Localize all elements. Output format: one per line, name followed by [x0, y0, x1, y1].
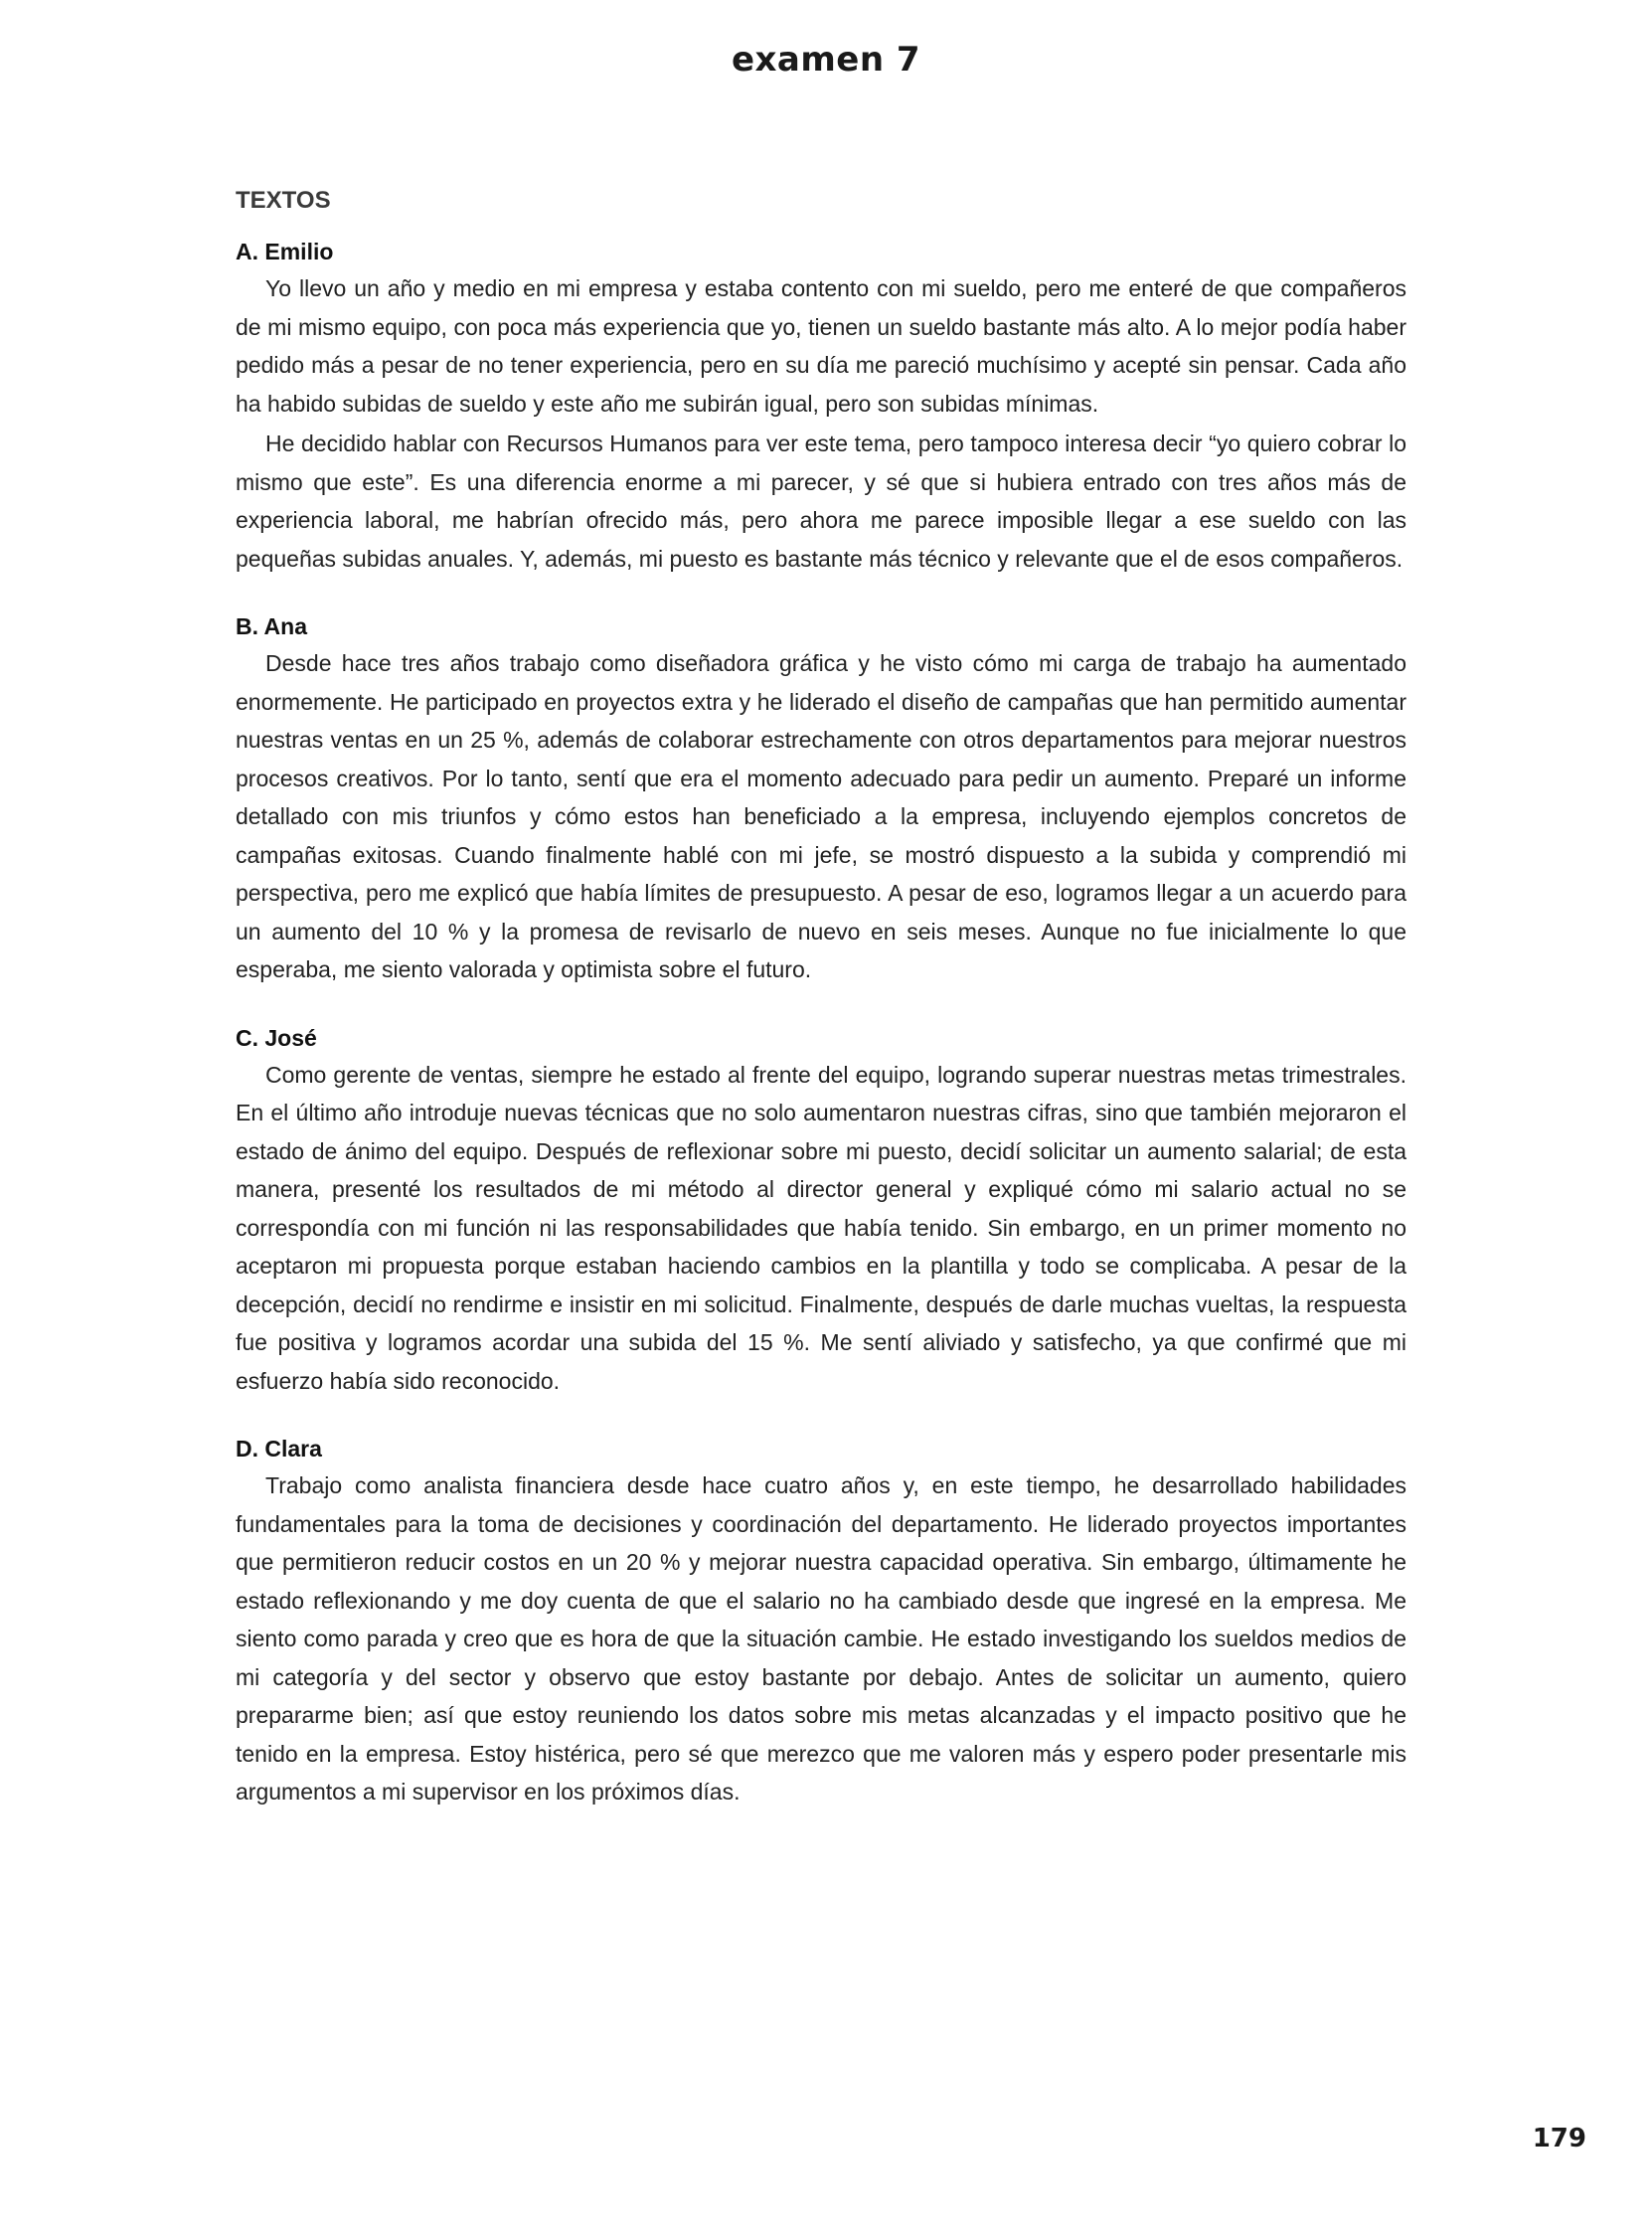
page-number: 179: [1532, 2124, 1586, 2153]
text-paragraph: Trabajo como analista financiera desde hace cuatro años y, en este tiempo, he desarrollado habilidades fundamentales para la toma de decisiones y coordinación del departamento. He liderado proyectos importantes que permitieron reducir costos en un 20 % y mejorar nuestra capacidad operativa. Sin embargo, últimamente he estado reflexionando y me doy cuenta de que el salario no ha cambiado desde que ingresé en la empresa. Me siento como parada y creo que es hora de que la situación cambie. He estado investigando los sueldos medios de mi categoría y del sector y observo que estoy bastante por debajo. Antes de solicitar un aumento, quiero prepararme bien; así que estoy reuniendo los datos sobre mis metas alcanzadas y el impacto positivo que he tenido en la empresa. Estoy histérica, pero sé que merezco que me valoren más y espero poder presentarle mis argumentos a mi supervisor en los próximos días.: [236, 1472, 1406, 1805]
main-content: [236, 187, 1406, 1847]
text-paragraph: He decidido hablar con Recursos Humanos para ver este tema, pero tampoco interesa decir “yo quiero cobrar lo mismo que este”. Es una diferencia enorme a mi parecer, y sé que si hubiera entrado con tres años más de experiencia laboral, me habrían ofrecido más, pero ahora me parece imposible llegar a ese sueldo con las pequeñas subidas anuales. Y, además, mi puesto es bastante más técnico y relevante que el de esos compañeros.: [236, 430, 1406, 572]
page-title: examen 7: [731, 40, 921, 80]
text-block-title: C. José: [236, 1024, 317, 1051]
text-paragraph: Desde hace tres años trabajo como diseñadora gráfica y he visto cómo mi carga de trabajo ha aumentado enormemente. He participado en proyectos extra y he liderado el diseño de campañas que han permitido aumentar nuestras ventas en un 25 %, además de colaborar estrechamente con otros departamentos para mejorar nuestros procesos creativos. Por lo tanto, sentí que era el momento adecuado para pedir un aumento. Preparé un informe detallado con mis triunfos y cómo estos han beneficiado a la empresa, incluyendo ejemplos concretos de campañas exitosas. Cuando finalmente hablé con mi jefe, se mostró dispuesto a la subida y comprendió mi perspectiva, pero me explicó que había límites de presupuesto. A pesar de eso, logramos llegar a un acuerdo para un aumento del 10 % y la promesa de revisarlo de nuevo en seis meses. Aunque no fue inicialmente lo que esperaba, me siento valorada y optimista sobre el futuro.: [236, 650, 1406, 982]
text-paragraph: Yo llevo un año y medio en mi empresa y estaba contento con mi sueldo, pero me enteré de que compañeros de mi mismo equipo, con poca más experiencia que yo, tienen un sueldo bastante más alto. A lo mejor podía haber pedido más a pesar de no tener experiencia, pero en su día me pareció muchísimo y acepté sin pensar. Cada año ha habido subidas de sueldo y este año me subirán igual, pero son subidas mínimas.: [236, 275, 1406, 417]
text-paragraph: Como gerente de ventas, siempre he estado al frente del equipo, logrando superar nuestras metas trimestrales. En el último año introduje nuevas técnicas que no solo aumentaron nuestras cifras, sino que también mejoraron el estado de ánimo del equipo. Después de reflexionar sobre mi puesto, decidí solicitar un aumento salarial; de esta manera, presenté los resultados de mi método al director general y expliqué cómo mi salario actual no se correspondía con mi función ni las responsabilidades que había tenido. Sin embargo, en un primer momento no aceptaron mi propuesta porque estaban haciendo cambios en la plantilla y todo se complicaba. A pesar de la decepción, decidí no rendirme e insistir en mi solicitud. Finalmente, después de darle muchas vueltas, la respuesta fue positiva y logramos acordar una subida del 15 %. Me sentí aliviado y satisfecho, ya que confirmé que mi esfuerzo había sido reconocido.: [236, 1061, 1406, 1394]
section-heading: TEXTOS: [236, 187, 331, 214]
text-block-b: [236, 613, 1406, 989]
text-block-title: D. Clara: [236, 1436, 322, 1462]
text-block-a: [236, 239, 1406, 578]
text-block-c: [236, 1025, 1406, 1401]
text-block-d: [236, 1436, 1406, 1811]
text-block-title: B. Ana: [236, 613, 307, 639]
text-block-title: A. Emilio: [236, 239, 334, 264]
